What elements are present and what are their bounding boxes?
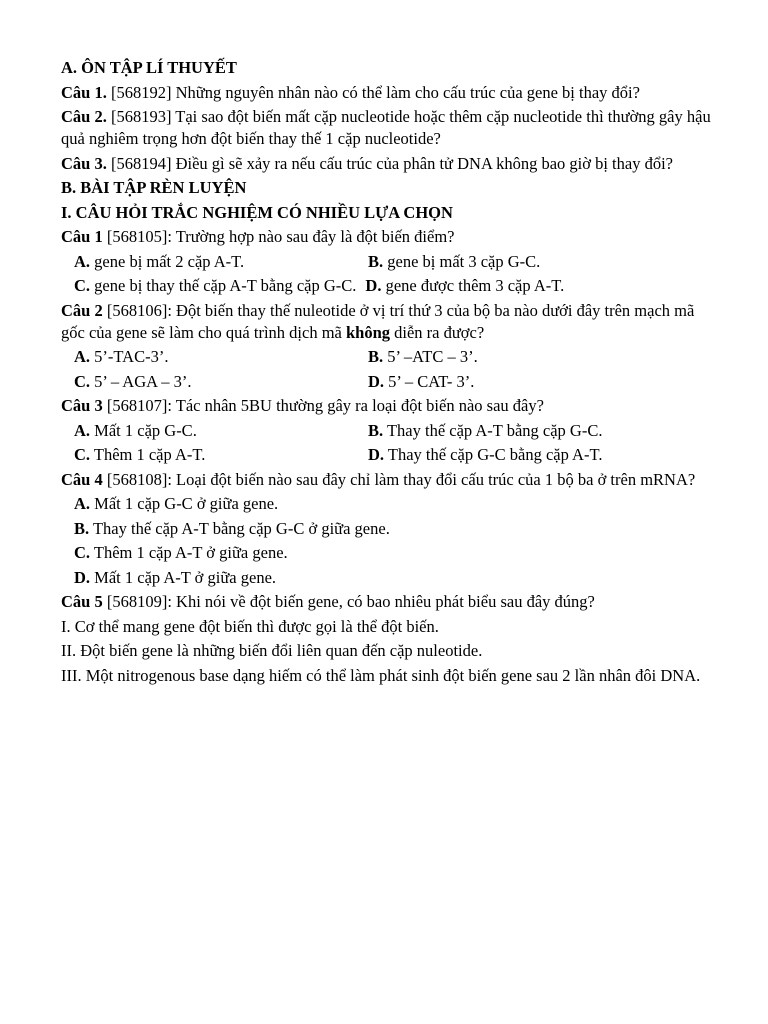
statement-1: I. Cơ thể mang gene đột biến thì được gọi là thể đột biến. <box>61 616 439 636</box>
option-b <box>61 518 721 540</box>
option-b <box>368 420 721 442</box>
theory-question-1 <box>61 82 721 104</box>
option-a <box>61 493 721 515</box>
option-label: D. <box>368 445 385 464</box>
option-label: C. <box>74 371 91 391</box>
option-text: gene bị thay thế cặp A-T bằng cặp G-C. <box>90 276 357 295</box>
options-row <box>61 251 721 273</box>
option-label: A. <box>74 347 91 366</box>
option-a <box>61 420 368 442</box>
mc-question-2 <box>61 300 721 344</box>
option-text: 5’-TAC-3’. <box>90 347 169 366</box>
option-text: Thêm 1 cặp A-T. <box>90 445 206 464</box>
options-row <box>61 420 721 442</box>
option-label: B. <box>368 420 384 440</box>
statement-3: III. Một nitrogenous base dạng hiếm có thể làm phát sinh đột biến gene sau 2 lần nhân đôi DNA. <box>61 665 701 685</box>
statement-2: II. Đột biến gene là những biến đổi liên quan đến cặp nuleotide. <box>61 641 483 660</box>
option-label: B. <box>74 518 90 538</box>
question-label: Câu 4 <box>61 469 103 489</box>
options-row <box>61 346 721 368</box>
option-d <box>61 567 721 589</box>
question-text: [568108]: Loại đột biến nào sau đây chỉ làm thay đổi cấu trúc của 1 bộ ba ở trên mRNA? <box>102 469 696 489</box>
question-text: [568105]: Trường hợp nào sau đây là đột biến điểm? <box>102 227 455 246</box>
question-text: [568192] Những nguyên nhân nào có thể làm cho cấu trúc của gene bị thay đổi? <box>106 82 640 102</box>
option-text: 5’ – AGA – 3’. <box>90 371 192 391</box>
question-label: Câu 1 <box>61 227 103 246</box>
option-label: D. <box>368 371 385 391</box>
document-content <box>61 57 721 689</box>
option-text: Mất 1 cặp G-C. <box>90 420 197 440</box>
option-b <box>368 251 721 273</box>
option-a <box>61 251 368 273</box>
option-label: B. <box>368 347 384 366</box>
question-text: [568193] Tại sao đột biến mất cặp nucleotide hoặc thêm cặp nucleotide thì thường gây hậu quả nghiêm trọng hơn đột biến thay thế 1 cặp nucleotide? <box>61 107 711 148</box>
section-a-heading: A. ÔN TẬP LÍ THUYẾT <box>61 58 237 77</box>
option-c <box>61 371 368 393</box>
option-label: C. <box>74 543 91 562</box>
question-label: Câu 5 <box>61 592 103 611</box>
question-label: Câu 3 <box>61 396 103 415</box>
option-text: gene bị mất 2 cặp A-T. <box>90 251 245 271</box>
option-text: 5’ – CAT- 3’. <box>384 371 475 391</box>
option-text: Thêm 1 cặp A-T ở giữa gene. <box>90 543 288 562</box>
option-label: A. <box>74 420 91 440</box>
question-text: [568106]: Đột biến thay thế nuleotide ở vị trí thứ 3 của bộ ba nào dưới đây trên mạch mã gốc của gene sẽ làm cho quá trình dịch mã <box>61 300 695 342</box>
mc-question-3 <box>61 395 721 417</box>
option-text: Thay thế cặp A-T bằng cặp G-C ở giữa gene. <box>89 518 390 538</box>
theory-question-3 <box>61 153 721 175</box>
question-text: [568194] Điều gì sẽ xảy ra nếu cấu trúc của phân tử DNA không bao giờ bị thay đổi? <box>106 153 673 173</box>
multiple-choice-heading: I. CÂU HỎI TRẮC NGHIỆM CÓ NHIỀU LỰA CHỌN <box>61 202 453 222</box>
options-row <box>61 275 721 297</box>
option-d <box>368 444 721 466</box>
option-label: A. <box>74 251 91 271</box>
option-c <box>61 542 721 564</box>
option-label: C. <box>74 276 91 295</box>
option-text: 5’ –ATC – 3’. <box>383 347 478 366</box>
option-text: gene bị mất 3 cặp G-C. <box>383 251 541 271</box>
theory-question-2 <box>61 106 721 150</box>
question-text: [568107]: Tác nhân 5BU thường gây ra loại đột biến nào sau đây? <box>102 396 544 415</box>
question-label: Câu 2 <box>61 300 103 320</box>
mc-question-4 <box>61 469 721 491</box>
option-text: Mất 1 cặp G-C ở giữa gene. <box>90 494 279 513</box>
option-label: B. <box>368 251 384 271</box>
option-text: Thay thế cặp G-C bằng cặp A-T. <box>384 445 603 464</box>
options-row <box>61 444 721 466</box>
option-a <box>61 346 368 368</box>
option-label: C. <box>74 445 91 464</box>
question-label: Câu 1. <box>61 82 107 102</box>
option-text: Mất 1 cặp A-T ở giữa gene. <box>90 567 277 587</box>
question-emphasis: không <box>345 322 391 342</box>
option-c <box>61 444 368 466</box>
mc-question-1 <box>61 226 721 248</box>
question-label: Câu 2. <box>61 107 107 126</box>
option-c <box>61 275 356 297</box>
option-text: gene được thêm 3 cặp A-T. <box>381 276 565 295</box>
mc-question-5 <box>61 591 721 613</box>
section-b-heading: B. BÀI TẬP RÈN LUYỆN <box>61 178 247 197</box>
option-d <box>365 275 721 297</box>
option-label: D. <box>74 567 91 587</box>
option-text: Thay thế cặp A-T bằng cặp G-C. <box>383 420 603 440</box>
question-text-end: diễn ra được? <box>390 322 485 342</box>
question-label: Câu 3. <box>61 153 107 173</box>
option-d <box>368 371 721 393</box>
option-label: A. <box>74 494 91 513</box>
option-b <box>368 346 721 368</box>
question-text: [568109]: Khi nói về đột biến gene, có bao nhiêu phát biểu sau đây đúng? <box>102 592 595 611</box>
options-row <box>61 371 721 393</box>
option-label: D. <box>365 276 382 295</box>
